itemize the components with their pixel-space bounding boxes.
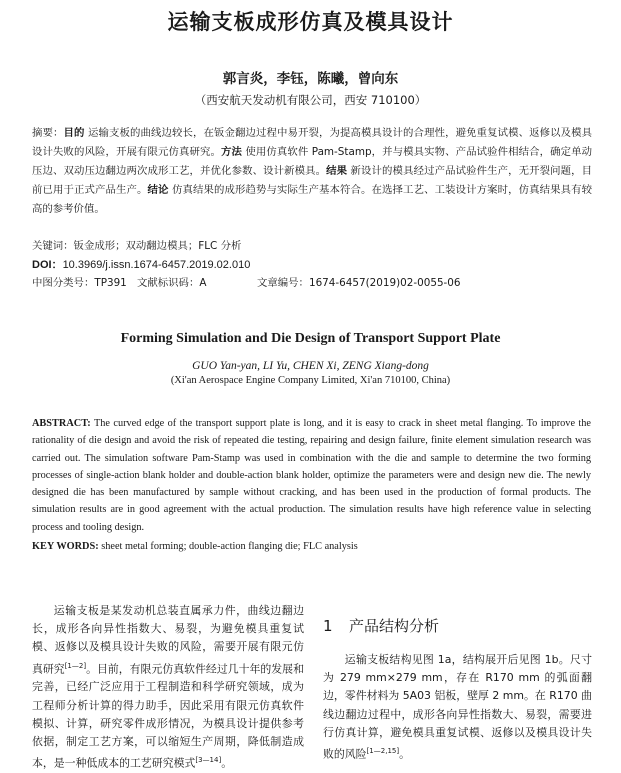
doi-value: 10.3969/j.issn.1674-6457.2019.02.010 xyxy=(62,259,251,271)
authors-cn: 郭言炎，李钰，陈曦，曾向东 xyxy=(222,71,399,87)
doi xyxy=(32,256,250,272)
abstract-en xyxy=(32,415,591,536)
keywords-cn: 关键词：钣金成形；双动翻边模具；FLC 分析 xyxy=(32,240,242,252)
abstract-en-text: The curved edge of the transport support plate is long, and it is easy to crack in sheet metal flanging. To improve the rationality of die design and avoid the risk of repeated die testing, repairing and design failure, finite element simulation research was carried out. The simulation software Pam-Stamp was used in combination with the die and sample to determine the two forming processes of single-action blank holder and double-action blank holder, optimize the parameters were and design new die. The newly designed die has been manufactured by sample without cracking, and has been used in the production of formal products. The simulation results are in good agreement with the actual production. The simulation results have high reference value in selecting process and tooling design. xyxy=(32,418,592,533)
section-title: 产品结构分析 xyxy=(349,617,440,635)
clc-number: 中图分类号：TP391 xyxy=(32,277,127,289)
method-text: 使用仿真软件 Pam-Stamp，并与模具实物、产品试验件相结合，确定单动压边、双动压边翻边两次成形工艺，并优化参数、设计新模具。 xyxy=(32,146,593,177)
affiliation-cn: （西安航天发动机有限公司，西安 710100） xyxy=(194,93,427,107)
citation: [1—2] xyxy=(64,661,87,670)
intro-text-3: 。 xyxy=(221,756,233,770)
citation: [3—14] xyxy=(195,756,222,765)
title-en: Forming Simulation and Die Design of Transport Support Plate xyxy=(120,331,501,346)
doi-label: DOI： xyxy=(32,259,63,271)
affiliation-en: (Xi'an Aerospace Engine Company Limited, Xi'an 710100, China) xyxy=(170,375,451,386)
purpose-label: 目的 xyxy=(63,127,85,139)
purpose-text: 运输支板的曲线边较长，在钣金翻边过程中易开裂，为提高模具设计的合理性，避免重复试模、返修以及模具设计失败的风险，开展有限元仿真研究。 xyxy=(32,127,593,158)
doc-code: 文献标识码：A xyxy=(137,277,207,289)
abstract-cn xyxy=(32,124,592,219)
section-heading xyxy=(323,615,439,636)
intro-text: 运输支板是某发动机总装直属承力件，曲线边翻边长，成形各向异性指数大、易裂，为避免模具重复试模、返修以及模具设计失败的风险，需要开展有限元仿真研究 xyxy=(32,604,304,676)
section-text: 运输支板结构见图 1a，结构展开后见图 1b。尺寸为 279 mm×279 mm，存在 R170 mm 的弧面翻边，零件材料为 5A03 铝板，壁厚 2 mm。在 R170 曲线边翻边过程中，成形各向异性指数大、易裂，需要进行仿真计算，避免模具重复试模、返修以及模具设计失败的风险 xyxy=(323,653,592,761)
intro-text-2: 。目前，有限元仿真软件经过几十年的发展和完善，已经广泛应用于工程制造和科学研究领域，成为工程师分析计算的得力助手，因此采用有限元仿真软件模拟、计算，研究零件成形情况，为模具设计提供参考依据，制定工艺方案，可以缩短生产周期，降低制造成本，是一种低成本的工艺研究模式 xyxy=(32,662,304,770)
section-text-2: 。 xyxy=(399,747,410,761)
method-label: 方法 xyxy=(220,146,242,158)
keywords-en-text: sheet metal forming; double-action flanging die; FLC analysis xyxy=(101,541,358,552)
conclusion-label: 结论 xyxy=(147,184,169,196)
section-number: 1 xyxy=(323,617,333,635)
citation: [1—2,15] xyxy=(366,747,400,756)
article-number: 文章编号：1674-6457(2019)02-0055-06 xyxy=(257,277,461,289)
abstract-cn-label: 摘要： xyxy=(32,127,64,139)
result-label: 结果 xyxy=(326,165,348,177)
result-text: 新设计的模具经过产品试验件生产，无开裂问题，目前已用于正式产品生产。 xyxy=(32,165,593,196)
authors-en: GUO Yan-yan, LI Yu, CHEN Xi, ZENG Xiang-dong xyxy=(192,360,429,372)
intro-paragraph xyxy=(32,602,304,773)
keywords-en-label: KEY WORDS: xyxy=(32,541,99,552)
classification xyxy=(32,274,592,289)
conclusion-text: 仿真结果的成形趋势与实际生产基本符合。在选择工艺、工装设计方案时，仿真结果具有较高的参考价值。 xyxy=(32,184,593,215)
title-cn: 运输支板成形仿真及模具设计 xyxy=(167,10,454,34)
section-paragraph xyxy=(323,651,592,764)
abstract-en-label: ABSTRACT: xyxy=(32,418,91,429)
keywords-en xyxy=(32,541,358,552)
